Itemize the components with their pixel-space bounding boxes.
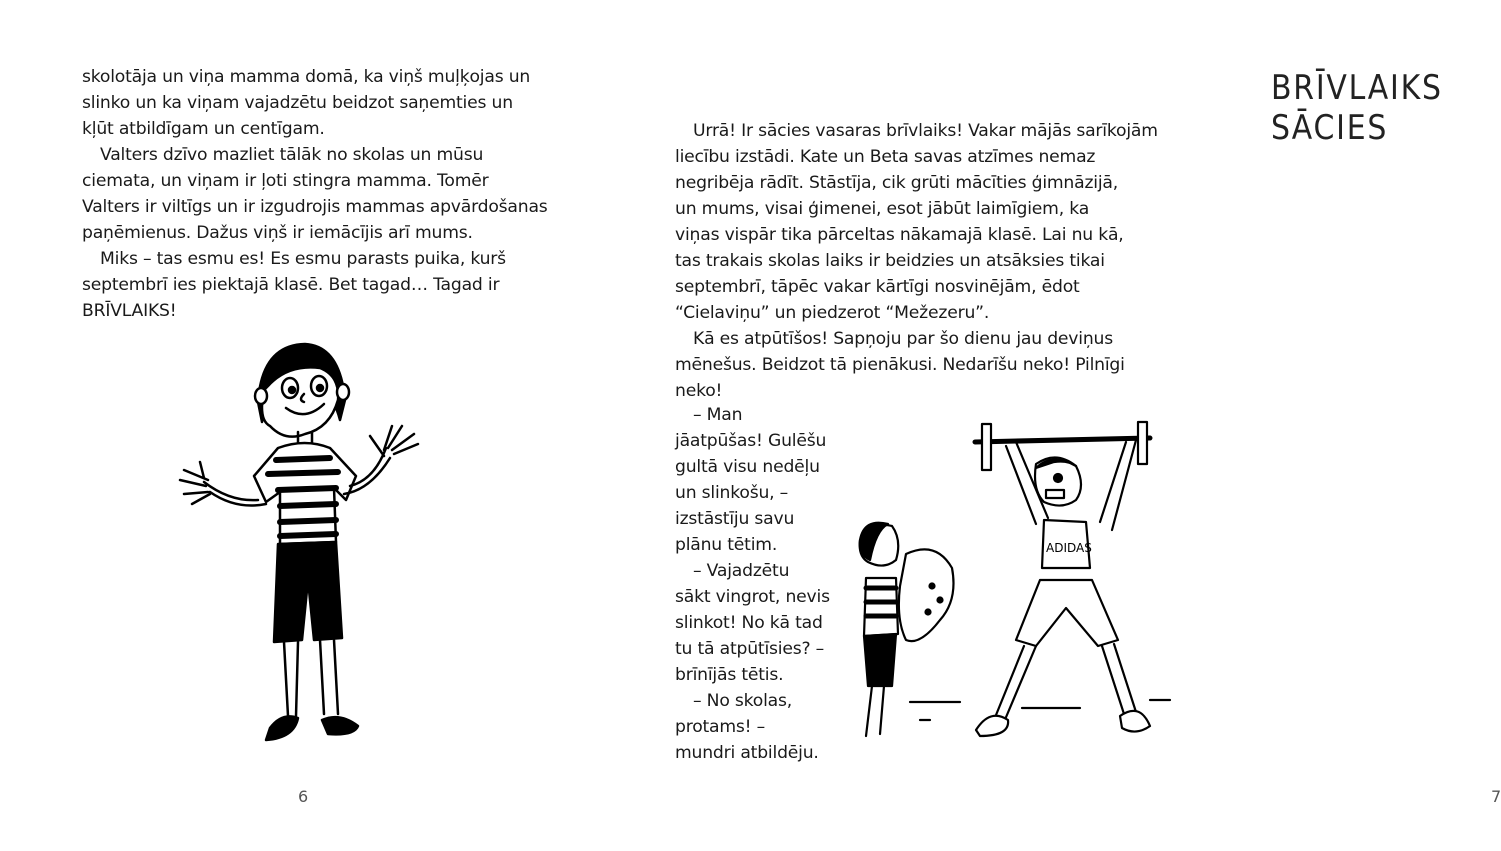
text-line: Valters dzīvo mazliet tālāk no skolas un mūsu <box>100 145 484 165</box>
text-line: septembrī, tāpēc vakar kārtīgi nosvinējām, ēdot <box>675 277 1080 297</box>
text-line: un slinkošu, – <box>675 483 789 503</box>
text-line: Kā es atpūtīšos! Sapņoju par šo dienu jau deviņus <box>693 329 1113 349</box>
text-line: – No skolas, <box>693 691 793 711</box>
text-line: slinkot! No kā tad <box>675 613 823 633</box>
text-line: jāatpūšas! Gulēšu <box>675 431 827 451</box>
page-number-left: 6 <box>298 787 309 806</box>
text-line: liecību izstādi. Kate un Beta savas atzīmes nemaz <box>675 147 1096 167</box>
text-line: – Man <box>693 405 743 425</box>
text-line: Valters ir viltīgs un ir izgudrojis mammas apvārdošanas <box>82 197 548 217</box>
text-line: kļūt atbildīgam un centīgam. <box>82 119 325 139</box>
text-line: – Vajadzētu <box>693 561 790 581</box>
text-line: un mums, visai ģimenei, esot jābūt laimīgiem, ka <box>675 199 1090 219</box>
text-line: izstāstīju savu <box>675 509 795 529</box>
text-line: viņas vispār tika pārceltas nākamajā klasē. Lai nu kā, <box>675 225 1124 245</box>
left-page-text <box>82 64 548 324</box>
text-line: plānu tētim. <box>675 535 778 555</box>
text-line: mēnešus. Beidzot tā pienākusi. Nedarīšu neko! Pilnīgi <box>675 355 1125 375</box>
left-page <box>0 0 600 851</box>
text-line: protams! – <box>675 717 766 737</box>
father-and-son-illustration <box>840 390 1170 770</box>
text-line: neko! <box>675 381 723 401</box>
text-line: paņēmienus. Dažus viņš ir iemācījis arī mums. <box>82 223 473 243</box>
text-line: tas trakais skolas laiks ir beidzies un atsāksies tikai <box>675 251 1105 271</box>
text-line: Miks – tas esmu es! Es esmu parasts puika, kurš <box>100 249 506 269</box>
text-line: sākt vingrot, nevis <box>675 587 830 607</box>
text-line: “Cielaviņu” un piedzerot “Mežezeru”. <box>675 303 990 323</box>
text-line: BRĪVLAIKS! <box>82 301 177 321</box>
text-line: septembrī ies piektajā klasē. Bet tagad… Tagad ir <box>82 275 500 295</box>
text-line: skolotāja un viņa mamma domā, ka viņš muļķojas un <box>82 67 531 87</box>
adidas-shirt-text: ADIDAS <box>1046 541 1092 555</box>
chapter-title: BRĪVLAIKS SĀCIES <box>1271 68 1443 148</box>
page-number-right: 7 <box>1491 787 1501 806</box>
text-line: slinko un ka viņam vajadzētu beidzot saņemties un <box>82 93 513 113</box>
text-line: tu tā atpūtīsies? – <box>675 639 825 659</box>
text-line: brīnījās tētis. <box>675 665 784 685</box>
text-line: negribēja rādīt. Stāstīja, cik grūti mācīties ģimnāzijā, <box>675 173 1119 193</box>
right-page-dialogue-text <box>675 402 830 766</box>
right-page-text <box>675 118 1158 404</box>
text-line: gultā visu nedēļu <box>675 457 820 477</box>
text-line: Urrā! Ir sācies vasaras brīvlaiks! Vakar mājās sarīkojām <box>693 121 1158 141</box>
text-line: mundri atbildēju. <box>675 743 819 763</box>
text-line: ciemata, un viņam ir ļoti stingra mamma. Tomēr <box>82 171 489 191</box>
boy-illustration <box>170 330 440 760</box>
